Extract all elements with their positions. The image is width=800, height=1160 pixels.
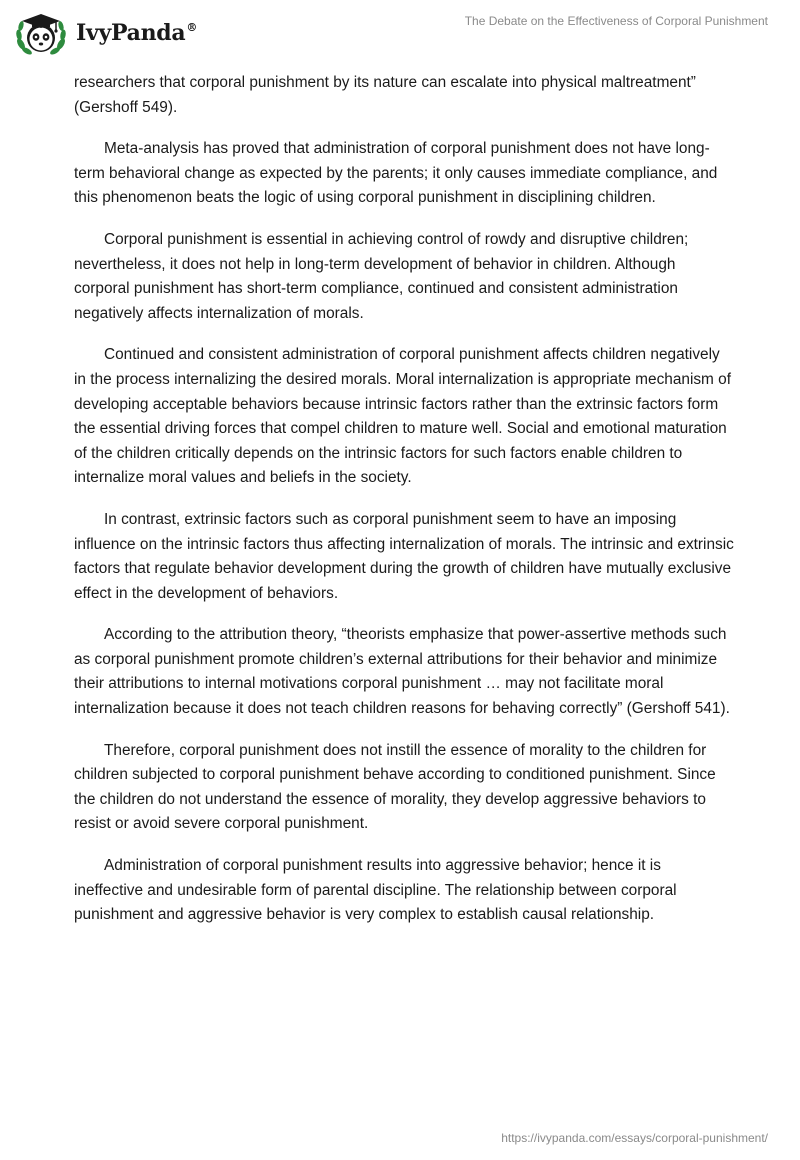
paragraph: Meta-analysis has proved that administration of corporal punishment does not have long-term behavioral change as expected by the parents; it only causes immediate compliance, and this phenomenon beats the logic of using corporal punishment in disciplining children. — [74, 140, 718, 207]
page-header — [0, 0, 800, 70]
brand-name: IvyPanda® — [76, 20, 198, 46]
running-title: The Debate on the Effectiveness of Corporal Punishment — [464, 14, 768, 28]
essay-body — [74, 71, 734, 945]
paragraph: According to the attribution theory, “theorists emphasize that power-assertive methods such as corporal punishment promote children’s external attributions for their behavior and minimize their attributions to internal motivations corporal punishment … may not facilitate moral internalization because it does not teach children reasons for behaving correctly” (Gershoff 541). — [74, 626, 730, 718]
source-url[interactable]: https://ivypanda.com/essays/corporal-punishment/ — [501, 1131, 768, 1145]
brand-logo[interactable] — [12, 8, 197, 58]
panda-graduate-icon — [12, 8, 70, 58]
paragraph: Therefore, corporal punishment does not instill the essence of morality to the children for children subjected to corporal punishment behave according to conditioned punishment. Since the children do not understand the essence of morality, they develop aggressive behaviors to resist or avoid severe corporal punishment. — [74, 741, 716, 833]
paragraph: Administration of corporal punishment results into aggressive behavior; hence it is ineffective and undesirable form of parental discipline. The relationship between corporal punishment and aggressive behavior is very complex to establish causal relationship. — [74, 857, 677, 924]
paragraph: In contrast, extrinsic factors such as corporal punishment seem to have an imposing influence on the intrinsic factors thus affecting internalization of morals. The intrinsic and extrinsic factors that regulate behavior development during the growth of children have mutually exclusive effect in the development of behaviors. — [74, 510, 734, 602]
paragraph: Corporal punishment is essential in achieving control of rowdy and disruptive children; nevertheless, it does not help in long-term development of behavior in children. Although corporal punishment has short-term compliance, continued and consistent administration negatively affects internalization of morals. — [74, 230, 689, 322]
paragraph: Continued and consistent administration of corporal punishment affects children negatively in the process internalizing the desired morals. Moral internalization is appropriate mechanism of developing acceptable behaviors because intrinsic factors rather than the extrinsic factors form the essential driving forces that compel children to mature well. Social and emotional maturation of the children critically depends on the intrinsic factors for such factors enable children to internalize moral values and beliefs in the society. — [74, 346, 731, 487]
paragraph: researchers that corporal punishment by its nature can escalate into physical maltreatment” (Gershoff 549). — [74, 74, 696, 116]
